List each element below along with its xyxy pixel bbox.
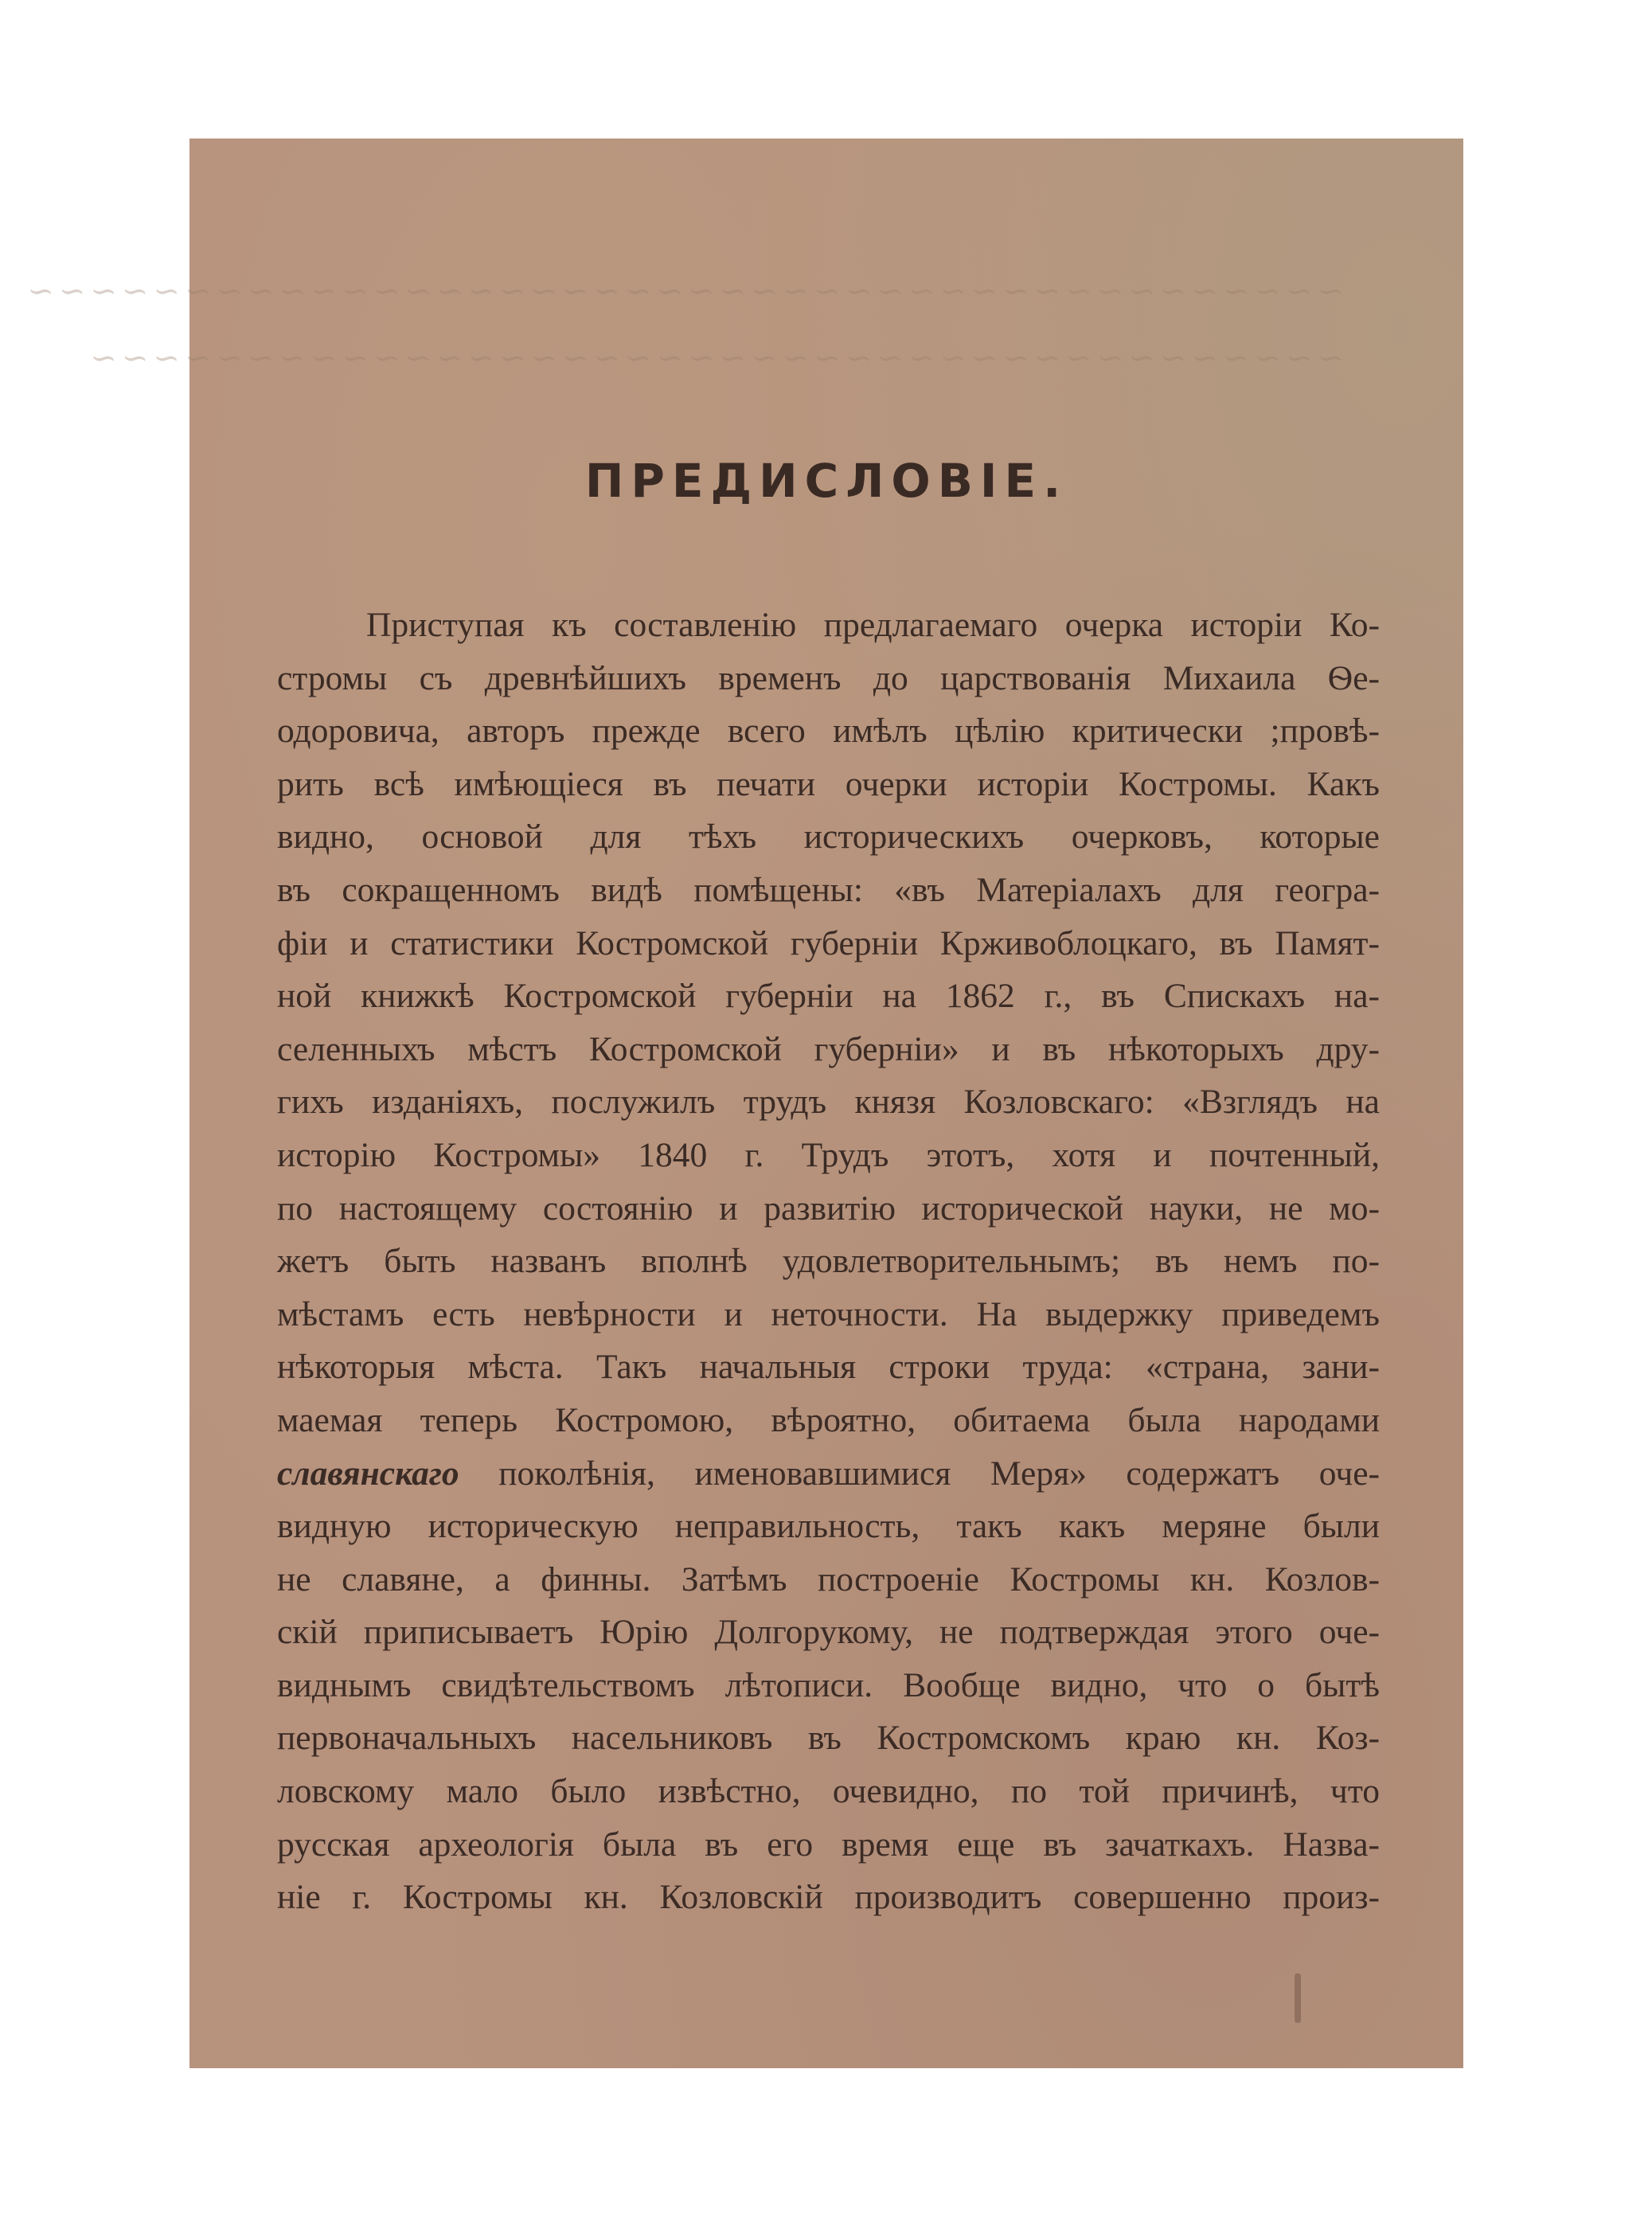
book-page [22,139,1463,2068]
italic-word: славянскаго [277,1454,459,1493]
text-line: гихъ изданіяхъ, послужилъ трудъ князя Козловскаго: «Взглядъ на [277,1083,1380,1122]
text-line: нѣкоторыя мѣста. Такъ начальныя строки труда: «страна, зани- [277,1348,1380,1387]
text-line: мѣстамъ есть невѣрности и неточности. На выдержку приведемъ [277,1294,1380,1333]
text-line: не славяне, а финны. Затѣмъ построеніе Костромы кн. Козлов- [277,1560,1380,1599]
text-line: русская археологія была въ его время еще въ зачаткахъ. Назва- [277,1825,1380,1864]
text-line: первоначальныхъ насельниковъ въ Костромскомъ краю кн. Коз- [277,1719,1380,1758]
text-line: исторію Костромы» 1840 г. Трудъ этотъ, хотя и почтенный, [277,1135,1380,1174]
text-line: видно, основой для тѣхъ историческихъ очерковъ, которые [277,818,1380,857]
text-fragment: поколѣнія, именовавшимися Меря» содержатъ оче- [459,1454,1380,1493]
text-line: ніе г. Костромы кн. Козловскій производитъ совершенно произ- [277,1878,1380,1917]
preface-text [277,599,1380,1924]
text-line: жетъ быть названъ вполнѣ удовлетворительнымъ; въ немъ по- [277,1242,1380,1281]
text-line: одоровича, авторъ прежде всего имѣлъ цѣлію критически ;провѣ- [277,712,1380,751]
text-line: Приступая къ составленію предлагаемаго очерка исторіи Ко- [366,606,1380,644]
show-through-text: ~~~~~~~~~~~~~~~~~~~~~~~~~~~~~~~~~~~~~~~~~~ ~~~~~~~~~~~~~~~~~~~~~~~~~~~~~~~~~~~~~~~~ [22,273,1344,377]
text-line: ной книжкѣ Костромской губерніи на 1862 г., въ Спискахъ на- [277,977,1380,1016]
text-line: видную историческую неправильность, такъ какъ меряне были [277,1507,1380,1546]
text-line: селенныхъ мѣстъ Костромской губерніи» и въ нѣкоторыхъ дру- [277,1029,1380,1068]
page-title: ПРЕДИСЛОВІЕ. [584,454,1068,508]
text-line: скій приписываетъ Юрію Долгорукому, не подтверждая этого оче- [277,1613,1380,1652]
text-line: рить всѣ имѣющіеся въ печати очерки исторіи Костромы. Какъ [277,764,1380,803]
text-line: въ сокращенномъ видѣ помѣщены: «въ Матеріалахъ для геогра- [277,870,1380,909]
text-line-italic [277,1447,1380,1501]
text-line: по настоящему состоянію и развитію исторической науки, не мо- [277,1189,1380,1228]
text-line: стромы съ древнѣйшихъ временъ до царствованія Михаила Ѳе- [277,658,1380,697]
text-line: ловскому мало было извѣстно, очевидно, по той причинѣ, что [277,1772,1380,1811]
page-mark [1295,1973,1301,2023]
text-line: фіи и статистики Костромской губерніи Крживоблоцкаго, въ Памят- [277,923,1380,962]
text-line: виднымъ свидѣтельствомъ лѣтописи. Вообще видно, что о бытѣ [277,1665,1380,1704]
text-line: маемая теперь Костромою, вѣроятно, обитаема была народами [277,1400,1380,1439]
